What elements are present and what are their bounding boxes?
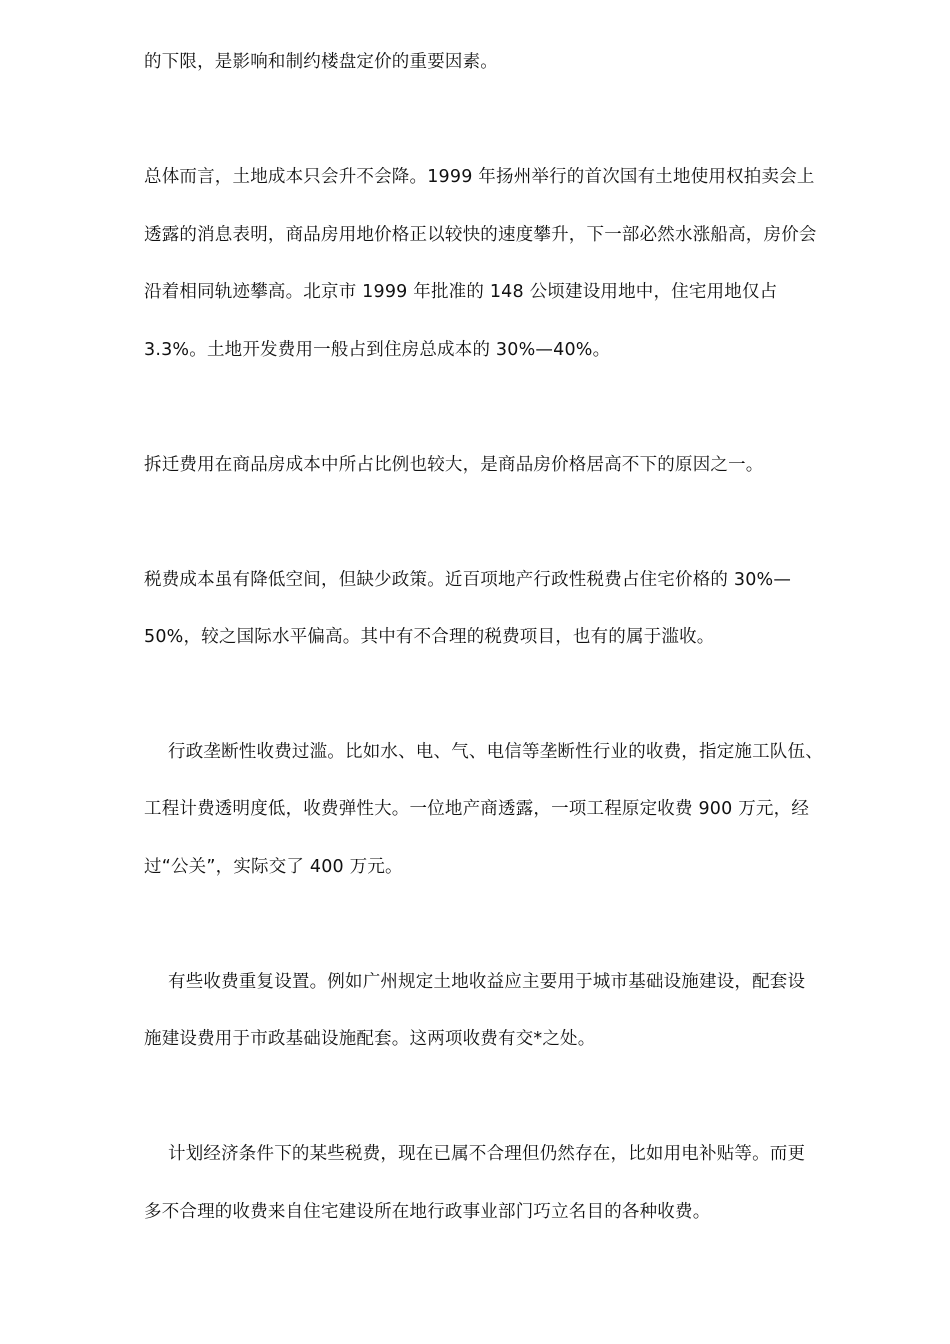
paragraph-line: 50%，较之国际水平偏高。其中有不合理的税费项目，也有的属于滥收。 — [144, 627, 715, 647]
paragraph-line: 总体而言，土地成本只会升不会降。1999 年扬州举行的首次国有土地使用权拍卖会上 — [144, 167, 815, 187]
paragraph-line: 的下限，是影响和制约楼盘定价的重要因素。 — [144, 52, 498, 72]
paragraph-line: 税费成本虽有降低空间，但缺少政策。近百项地产行政性税费占住宅价格的 30%— — [144, 570, 792, 590]
paragraph-line: 沿着相同轨迹攀高。北京市 1999 年批准的 148 公顷建设用地中，住宅用地仅占 — [144, 282, 778, 302]
paragraph-line: 有些收费重复设置。例如广州规定土地收益应主要用于城市基础设施建设，配套设 — [168, 972, 806, 992]
paragraph-line: 多不合理的收费来自住宅建设所在地行政事业部门巧立名目的各种收费。 — [144, 1202, 711, 1222]
paragraph-line: 计划经济条件下的某些税费，现在已属不合理但仍然存在，比如用电补贴等。而更 — [168, 1144, 806, 1164]
paragraph-line: 工程计费透明度低，收费弹性大。一位地产商透露，一项工程原定收费 900 万元，经 — [144, 799, 810, 819]
paragraph-line: 过“公关”，实际交了 400 万元。 — [144, 857, 403, 877]
paragraph-line: 拆迁费用在商品房成本中所占比例也较大，是商品房价格居高不下的原因之一。 — [144, 455, 764, 475]
paragraph-line: 3.3%。土地开发费用一般占到住房总成本的 30%—40%。 — [144, 340, 611, 360]
paragraph-line: 行政垄断性收费过滥。比如水、电、气、电信等垄断性行业的收费，指定施工队伍、 — [168, 742, 823, 762]
paragraph-line: 透露的消息表明，商品房用地价格正以较快的速度攀升，下一部必然水涨船高，房价会 — [144, 225, 817, 245]
paragraph-line: 施建设费用于市政基础设施配套。这两项收费有交*之处。 — [144, 1029, 596, 1049]
